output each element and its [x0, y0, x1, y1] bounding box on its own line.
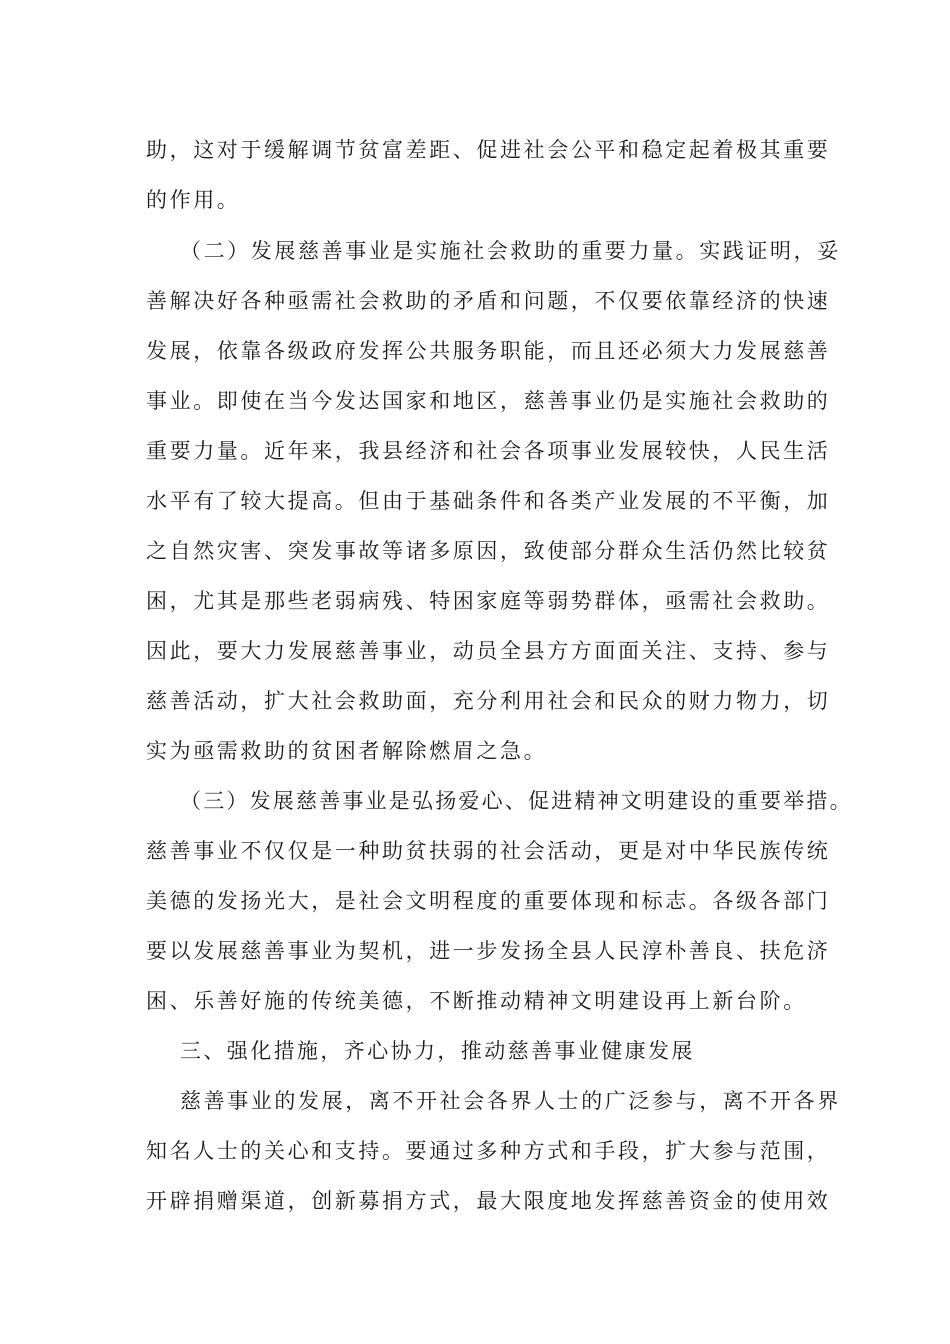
paragraph-line: 美德的发扬光大，是社会文明程度的重要体现和标志。各级各部门 — [146, 889, 831, 913]
paragraph-line: 困、乐善好施的传统美德，不断推动精神文明建设再上新台阶。 — [146, 989, 807, 1013]
paragraph-line: 慈善事业不仅仅是一种助贫扶弱的社会活动，更是对中华民族传统 — [146, 839, 831, 863]
paragraph-line: （二）发展慈善事业是实施社会救助的重要力量。实践证明，妥 — [180, 239, 841, 263]
paragraph-line: 因此，要大力发展慈善事业，动员全县方方面面关注、支持、参与 — [146, 639, 831, 663]
paragraph-line: 发展，依靠各级政府发挥公共服务职能，而且还必须大力发展慈善 — [146, 339, 831, 363]
paragraph-line: 慈善事业的发展，离不开社会各界人士的广泛参与，离不开各界 — [180, 1089, 841, 1113]
paragraph-line: 水平有了较大提高。但由于基础条件和各类产业发展的不平衡，加 — [146, 489, 831, 513]
paragraph-line: 困，尤其是那些老弱病残、特困家庭等弱势群体，亟需社会救助。 — [146, 589, 831, 613]
paragraph-line: 要以发展慈善事业为契机，进一步发扬全县人民淳朴善良、扶危济 — [146, 939, 831, 963]
paragraph-line: 事业。即使在当今发达国家和地区，慈善事业仍是实施社会救助的 — [146, 389, 831, 413]
paragraph-line: 知名人士的关心和支持。要通过多种方式和手段，扩大参与范围， — [146, 1139, 831, 1163]
paragraph-line: 重要力量。近年来，我县经济和社会各项事业发展较快，人民生活 — [146, 439, 831, 463]
paragraph-line: （三）发展慈善事业是弘扬爱心、促进精神文明建设的重要举措。 — [180, 789, 853, 813]
paragraph-line: 善解决好各种亟需社会救助的矛盾和问题，不仅要依靠经济的快速 — [146, 289, 831, 313]
paragraph-line: 助，这对于缓解调节贫富差距、促进社会公平和稳定起着极其重要 — [146, 138, 831, 162]
paragraph-line: 实为亟需救助的贫困者解除燃眉之急。 — [146, 739, 548, 763]
section-heading: 三、强化措施，齐心协力，推动慈善事业健康发展 — [180, 1039, 695, 1063]
paragraph-line: 慈善活动，扩大社会救助面，充分利用社会和民众的财力物力，切 — [146, 689, 831, 713]
paragraph-line: 之自然灾害、突发事故等诸多原因，致使部分群众生活仍然比较贫 — [146, 539, 831, 563]
paragraph-line: 的作用。 — [146, 188, 241, 212]
paragraph-line: 开辟捐赠渠道，创新募捐方式，最大限度地发挥慈善资金的使用效 — [146, 1189, 831, 1213]
